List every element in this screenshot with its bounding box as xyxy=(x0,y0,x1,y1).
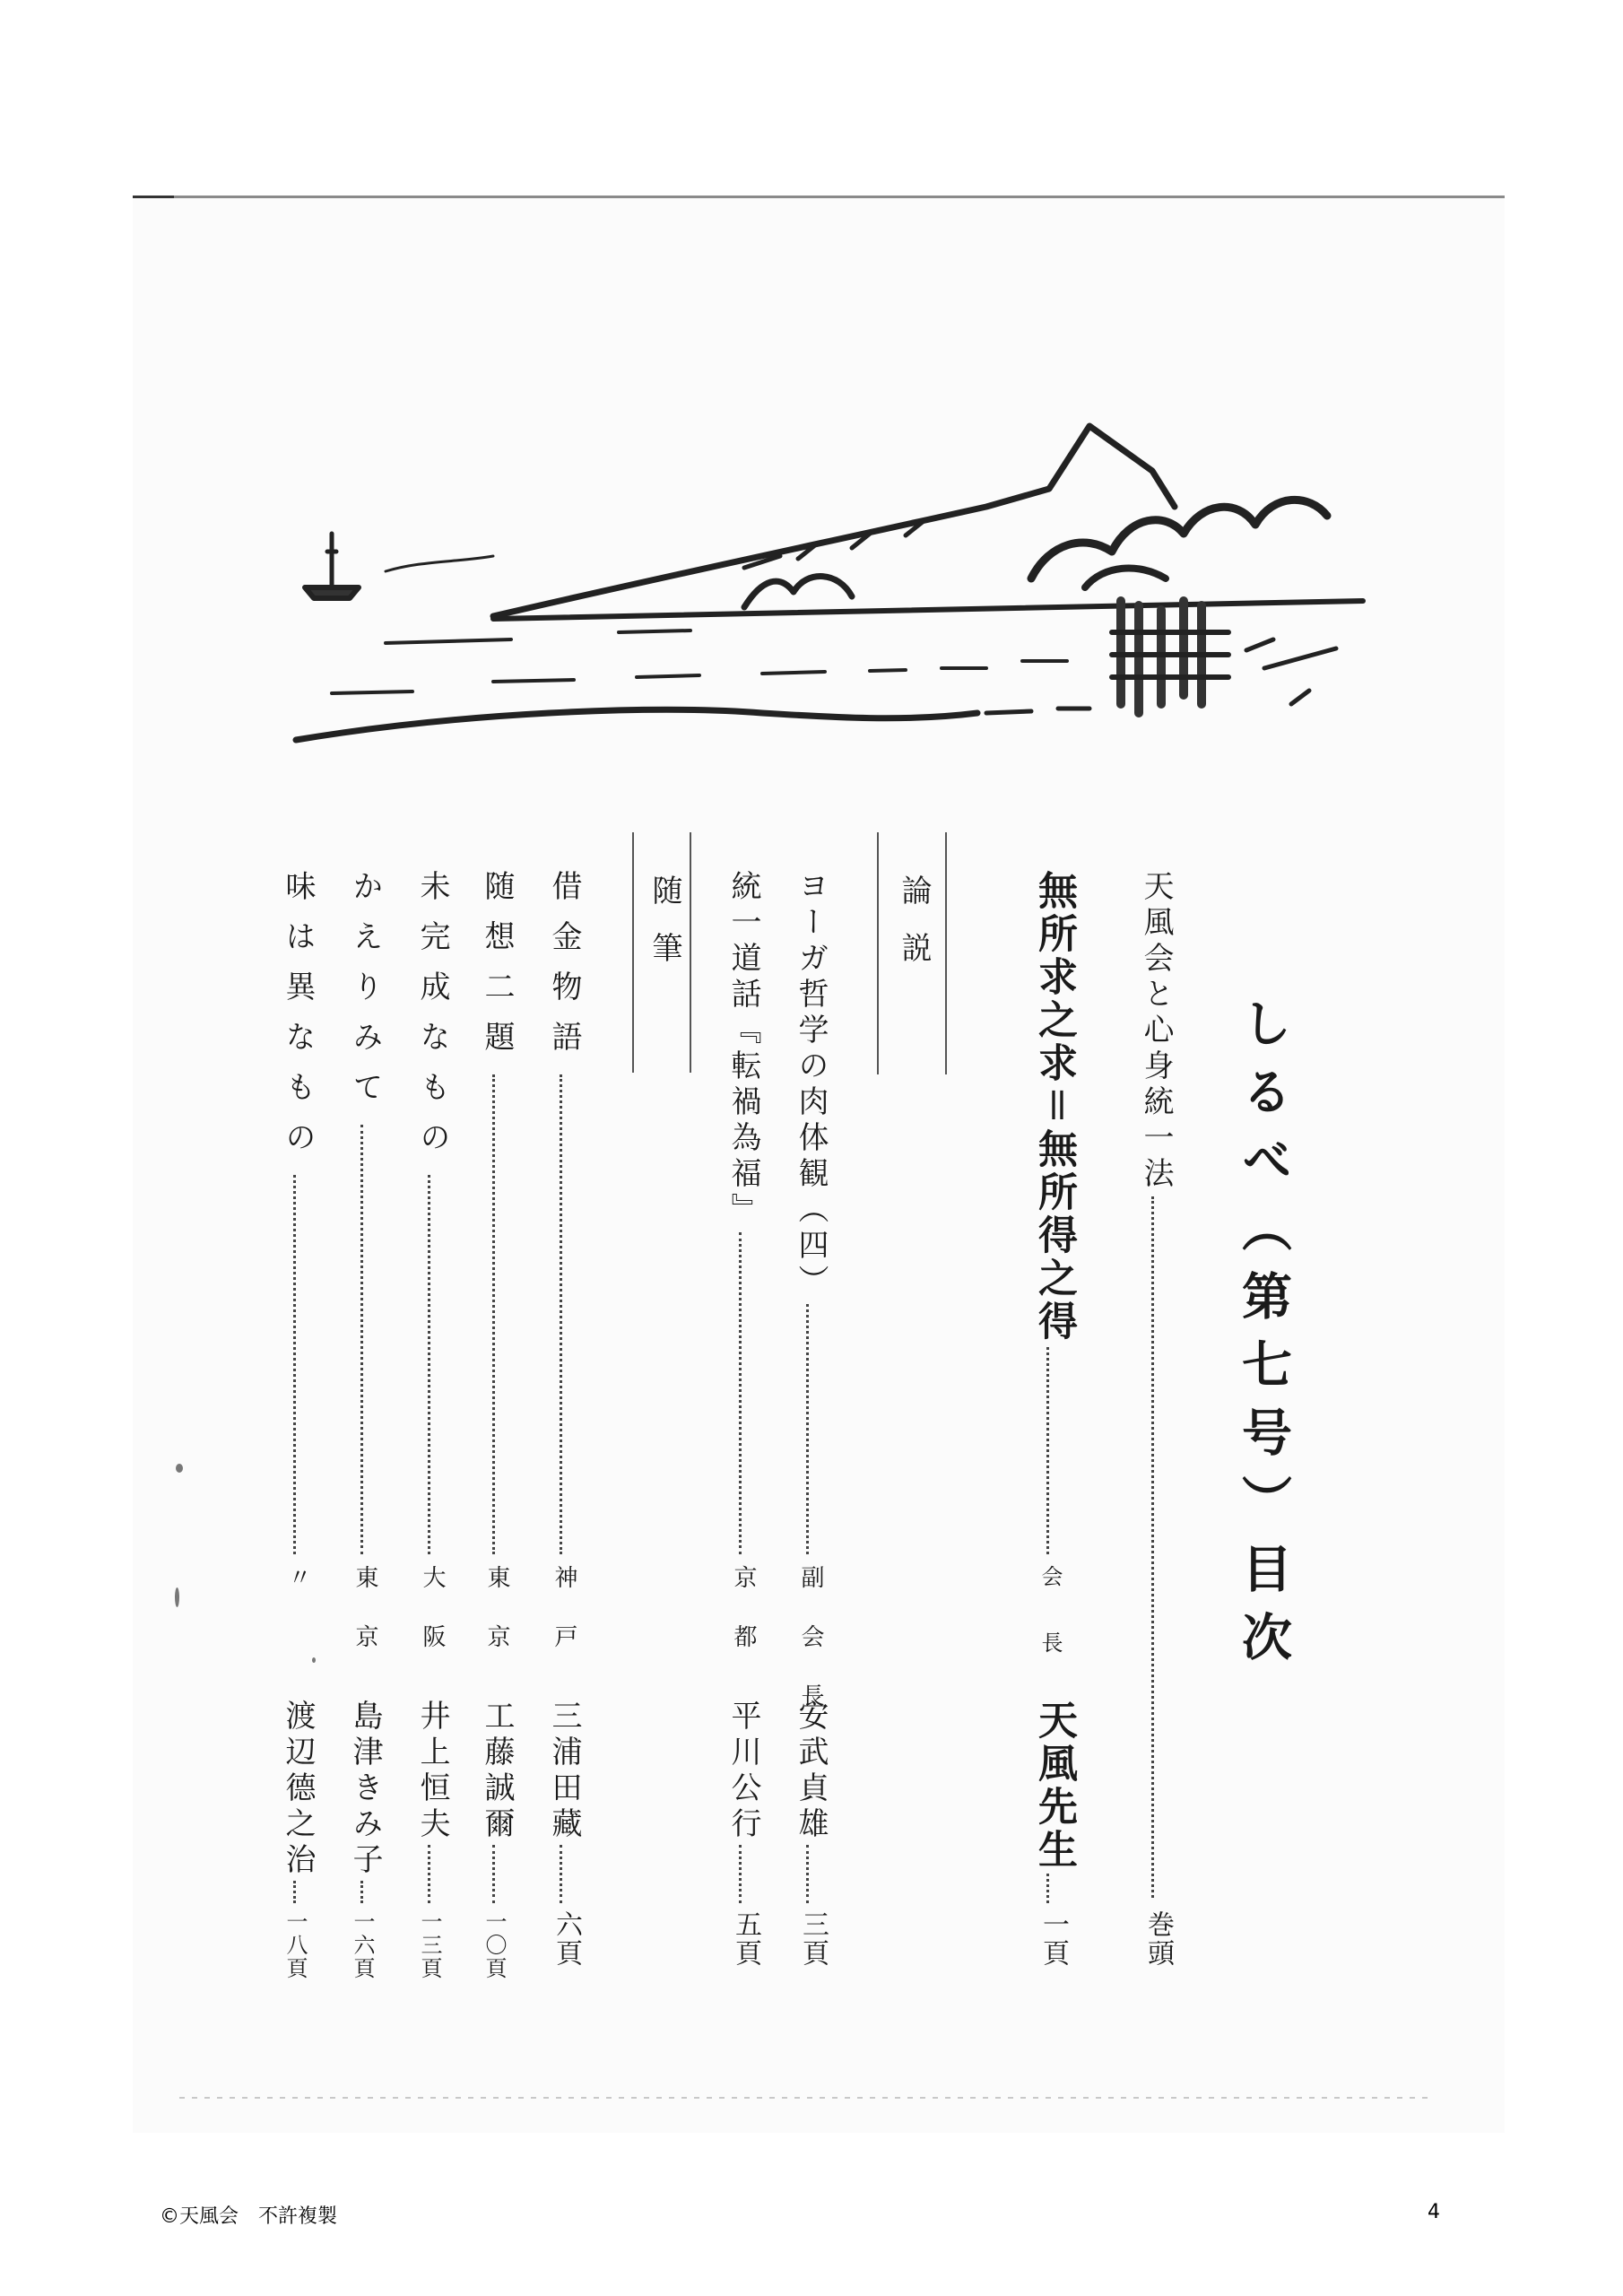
scan-speck xyxy=(312,1657,316,1663)
toc-entry-page: 一六頁 xyxy=(350,1910,375,1980)
leader-dots xyxy=(293,1881,296,1903)
landscape-ink-sketch-icon xyxy=(278,408,1372,794)
leader-dots xyxy=(360,1881,363,1903)
tree-hill xyxy=(1085,569,1166,587)
toc-entry-author: 三浦田藏 xyxy=(546,1700,582,1843)
leader-dots xyxy=(1046,1874,1049,1903)
toc-entry-title: 味は異なもの xyxy=(280,870,316,1171)
toc-entry-author: 平川公行 xyxy=(725,1700,761,1843)
toc-entry-page: 一八頁 xyxy=(282,1910,308,1980)
leader-dots xyxy=(739,1845,742,1903)
leader-dots xyxy=(1151,1196,1154,1898)
toc-entry-affiliation: 副会長 xyxy=(797,1565,824,1743)
leader-dots xyxy=(428,1175,430,1554)
toc-entry-title: ヨーガ哲学の肉体観（四） xyxy=(793,870,829,1300)
toc-entry-affiliation: 京都 xyxy=(730,1565,757,1683)
copyright-footer: ©天風会 不許複製 xyxy=(160,2205,338,2228)
water-line xyxy=(386,631,690,643)
waves xyxy=(332,661,1067,693)
toc-entry-title: 借金物語 xyxy=(546,870,582,1071)
toc-entry-author: 井上恒夫 xyxy=(414,1700,450,1843)
toc-entry-author: 安武貞雄 xyxy=(793,1700,829,1843)
toc-entry-page: 六頁 xyxy=(551,1910,582,1968)
leader-dots xyxy=(560,1074,562,1554)
shoreline xyxy=(493,601,1363,619)
leader-dots xyxy=(492,1845,495,1903)
toc-entry-author: 島津きみ子 xyxy=(347,1700,383,1879)
toc-entry-affiliation: 東京 xyxy=(483,1565,510,1683)
toc-entry-title: 未完成なもの xyxy=(414,870,450,1171)
toc-entry-page: 一頁 xyxy=(1037,1910,1069,1968)
toc-entry-author: 渡辺德之治 xyxy=(280,1700,316,1879)
top-rule-mark xyxy=(133,196,174,198)
toc-entry-affiliation: 大阪 xyxy=(419,1565,446,1683)
toc-entry-affiliation: 会長 xyxy=(1037,1565,1063,1698)
scan-speck xyxy=(176,1464,183,1473)
toc-entry-title: 随想二題 xyxy=(479,870,515,1071)
section-label-zuihitsu: 随筆 xyxy=(647,874,682,989)
toc-entry-title: 統一道話『転禍為福』 xyxy=(725,870,761,1229)
toc-entry-page: 五頁 xyxy=(730,1910,761,1968)
leader-dots xyxy=(428,1845,430,1903)
leader-dots xyxy=(560,1845,562,1903)
leader-dots xyxy=(1046,1347,1049,1554)
leader-dots xyxy=(360,1125,363,1554)
toc-entry-affiliation: 〃 xyxy=(284,1565,311,1624)
leader-dots xyxy=(806,1304,809,1554)
mountain-ridge xyxy=(493,426,1175,616)
tree-line xyxy=(1031,500,1327,578)
page-number: 4 xyxy=(1428,2201,1440,2223)
toc-entry-affiliation: 神戸 xyxy=(551,1565,577,1683)
toc-entry-title: 無所求之求＝無所得之得 xyxy=(1031,870,1077,1344)
scan-speck xyxy=(175,1587,179,1607)
toc-entry-page: 三頁 xyxy=(797,1910,829,1968)
small-mound xyxy=(744,577,852,607)
toc-entry-page: 一三頁 xyxy=(417,1910,442,1980)
toc-entry-affiliation: 東京 xyxy=(352,1565,378,1683)
top-rule xyxy=(133,196,1505,198)
toc-entry-author: 天風先生 xyxy=(1031,1700,1077,1872)
page-title: しるべ（第七号）目次 xyxy=(1234,997,1292,1679)
leader-dots xyxy=(293,1175,296,1554)
foreground-sweep xyxy=(296,709,977,740)
leader-dots xyxy=(492,1074,495,1554)
leader-dots xyxy=(739,1232,742,1554)
leader-dots xyxy=(806,1845,809,1903)
section-label-ronsetsu: 論説 xyxy=(896,874,932,989)
toc-entry-title: 天風会と心身統一法 xyxy=(1138,870,1174,1193)
bottom-speckle xyxy=(179,2097,1435,2099)
toc-entry-page: 巻頭 xyxy=(1142,1910,1174,1968)
toc-entry-author: 工藤誠爾 xyxy=(479,1700,515,1843)
toc-entry-title: かえりみて xyxy=(347,870,383,1121)
toc-entry-page: 一〇頁 xyxy=(482,1910,507,1980)
